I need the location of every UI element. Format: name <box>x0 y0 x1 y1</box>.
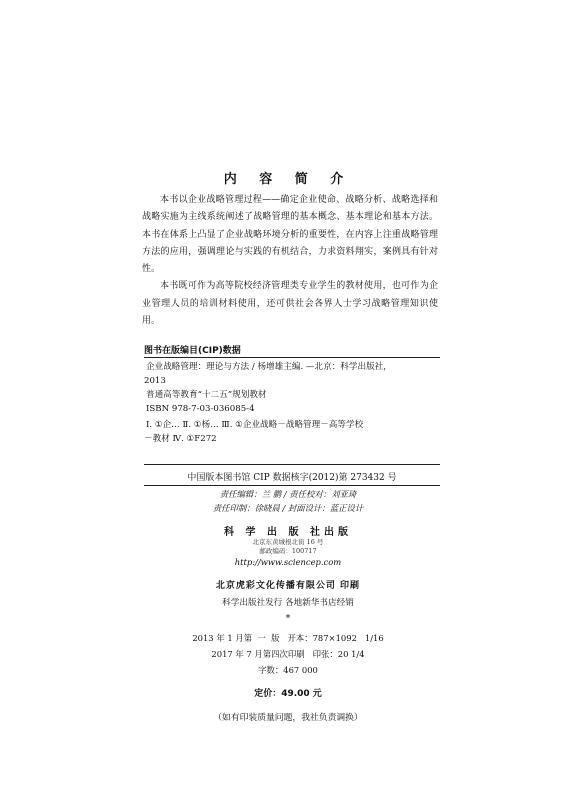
cip-line: 2013 <box>144 376 166 386</box>
cip-line: －教材 Ⅳ. ①F272 <box>144 434 217 444</box>
cip-heading: 图书在版编目(CIP)数据 <box>144 346 241 356</box>
cip-middle-rule <box>144 464 440 465</box>
edition-line-2: 2017 年 7 月第四次印刷 印张：20 1/4 <box>211 649 365 659</box>
edition-line-1: 2013 年 1 月第 一 版 开本：787×1092 1/16 <box>192 633 384 643</box>
cip-line: 企业战略管理：理论与方法 / 杨增雄主编. —北京：科学出版社， <box>146 362 392 372</box>
intro-title: 内 容 简 介 <box>223 172 353 187</box>
printer: 北京虎彩文化传播有限公司 印刷 <box>215 581 361 591</box>
price: 定价：49.00 元 <box>254 689 322 699</box>
publisher-website: http://www.sciencep.com <box>234 557 342 567</box>
intro-text <box>142 192 438 330</box>
cip-line: ISBN 978-7-03-036085-4 <box>146 404 255 414</box>
editor-credits: 责任编辑：兰 鹏 / 责任校对：刘亚琦 <box>219 489 357 499</box>
cip-record <box>144 360 440 446</box>
distribution: 科学出版社发行 各地新华书店经销 <box>222 598 354 608</box>
intro-paragraph-2: 本书既可作为高等院校经济管理类专业学生的教材使用，也可作为企业管理人员的培训材料使用，还可供社会各界人士学习战略管理知识使用。 <box>142 281 438 327</box>
publisher-postcode: 邮政编码：100717 <box>259 547 317 555</box>
cip-line: Ⅰ. ①企… Ⅱ. ①杨… Ⅲ. ①企业战略－战略管理－高等学校 <box>146 420 364 430</box>
separator-star: * <box>285 614 291 624</box>
intro-paragraph-1: 本书以企业战略管理过程——确定企业使命、战略分析、战略选择和战略实施为主线系统阐述了战略管理的基本概念、基本理论和基本方法。本书在体系上凸显了企业战略环境分析的重要性，在内容上注重战略管理方法的应用，强调理论与实践的有机结合，力求资料翔实，案例具有针对性。 <box>142 195 438 275</box>
production-credits: 责任印制：徐晓晨 / 封面设计：蓝正设计 <box>212 503 364 513</box>
cip-data-number: 中国版本图书馆 CIP 数据核字(2012)第 273432 号 <box>187 473 397 483</box>
word-count: 字数：467 000 <box>258 665 318 675</box>
publisher-address: 北京东黄城根北街 16 号 <box>252 538 324 546</box>
publisher-name: 科 学 出 版 社出版 <box>224 527 352 538</box>
cip-bottom-rule <box>144 485 440 486</box>
quality-notice: （如有印装质量问题，我社负责调换） <box>213 713 363 723</box>
cip-top-rule <box>144 357 440 358</box>
cip-line: 普通高等教育“十二五”规划教材 <box>146 390 267 400</box>
